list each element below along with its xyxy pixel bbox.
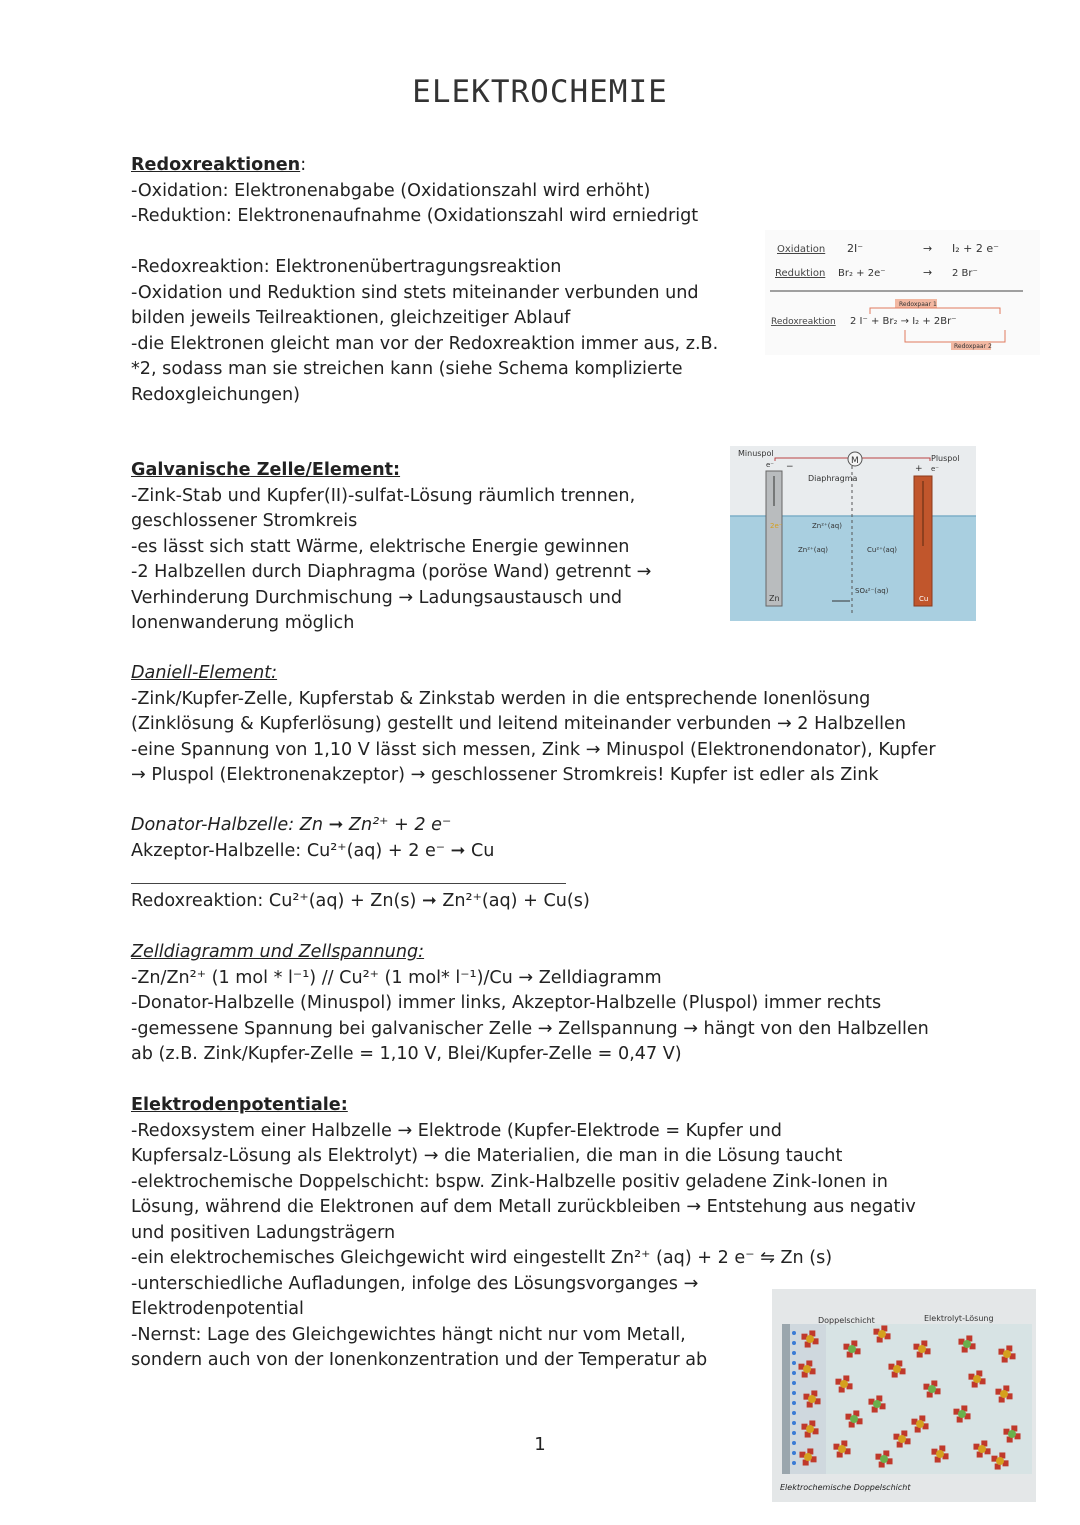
text-line: -Nernst: Lage des Gleichgewichtes hängt nicht nur vom Metall, bbox=[131, 1324, 686, 1345]
text-line: Lösung, während die Elektronen auf dem Metall zurückbleiben → Entstehung aus negativ bbox=[131, 1197, 916, 1217]
electron-dot bbox=[792, 1371, 796, 1375]
ox-label: Oxidation bbox=[777, 244, 826, 255]
zinc-ion-dot bbox=[918, 1345, 926, 1353]
text-line: (Zinklösung & Kupferlösung) gestellt und leitend miteinander verbunden → 2 Halbzellen bbox=[131, 714, 906, 734]
motor-label: M bbox=[851, 456, 859, 466]
zinc-ion-dot bbox=[973, 1375, 981, 1383]
zinc-ion-dot bbox=[840, 1380, 848, 1388]
zinc-ion-dot bbox=[808, 1395, 816, 1403]
pair1-bracket bbox=[870, 308, 1000, 314]
zinc-ion-dot bbox=[893, 1365, 901, 1373]
section-redoxreaktionen bbox=[131, 153, 751, 408]
text-line: geschlossener Stromkreis bbox=[131, 511, 358, 531]
half-cell-equations bbox=[131, 813, 631, 864]
electron-dot bbox=[792, 1411, 796, 1415]
anion-dot bbox=[928, 1385, 936, 1393]
ox-left: 2I⁻ bbox=[847, 242, 864, 255]
figure-caption: Elektrochemische Doppelschicht bbox=[780, 1483, 911, 1492]
electron-dot bbox=[792, 1341, 796, 1345]
zinc-ion-dot bbox=[1003, 1350, 1011, 1358]
redox-label: Redoxreaktion bbox=[771, 317, 836, 327]
text-line: -die Elektronen gleicht man vor der Redoxreaktion immer aus, z.B. bbox=[131, 333, 719, 354]
cu-label: Cu bbox=[919, 595, 929, 603]
page-title: ELEKTROCHEMIE bbox=[412, 74, 668, 110]
two-electrons: 2e⁻ bbox=[770, 522, 783, 530]
equation-divider bbox=[131, 883, 566, 884]
text-line: *2, sodass man sie streichen kann (siehe Schema komplizierte bbox=[131, 359, 683, 379]
electron-left: e⁻ bbox=[766, 461, 775, 469]
doppelschicht-label: Doppelschicht bbox=[818, 1316, 875, 1325]
section-zelldiagramm bbox=[131, 940, 981, 1068]
text-line: -gemessene Spannung bei galvanischer Zelle → Zellspannung → hängt von den Halbzellen bbox=[131, 1018, 929, 1039]
text-line: -Zink/Kupfer-Zelle, Kupferstab & Zinkstab werden in die entsprechende Ionenlösung bbox=[131, 688, 871, 709]
pair1-label: Redoxpaar 1 bbox=[899, 301, 937, 308]
heading-elektrodenpotentiale: Elektrodenpotentiale: bbox=[131, 1095, 348, 1115]
zn-ion-top: Zn²⁺(aq) bbox=[812, 522, 842, 530]
double-layer-figure bbox=[772, 1289, 1036, 1502]
acceptor-equation: Akzeptor-Halbzelle: Cu²⁺(aq) + 2 e⁻ ➞ Cu bbox=[131, 840, 495, 861]
section-galvanische-zelle bbox=[131, 458, 721, 637]
redox-scheme-figure bbox=[765, 230, 1040, 355]
text-line: -unterschiedliche Aufladungen, infolge des Lösungsvorganges → bbox=[131, 1273, 699, 1294]
zinc-ion-dot bbox=[803, 1365, 811, 1373]
heading-galvanische-zelle: Galvanische Zelle/Element: bbox=[131, 460, 401, 480]
text-line: -elektrochemische Doppelschicht: bspw. Zink-Halbzelle positiv geladene Zink-Ionen in bbox=[131, 1171, 888, 1192]
heading-daniell-element: Daniell-Element: bbox=[131, 663, 278, 683]
redox-total bbox=[131, 889, 631, 915]
text-line: Verhinderung Durchmischung → Ladungsaustausch und bbox=[131, 587, 623, 608]
text-line: -Donator-Halbzelle (Minuspol) immer links, Akzeptor-Halbzelle (Pluspol) immer rechts bbox=[131, 993, 882, 1013]
galvanic-cell-figure bbox=[730, 446, 976, 621]
text-line: Elektrodenpotential bbox=[131, 1299, 304, 1319]
redox-equation: Redoxreaktion: Cu²⁺(aq) + Zn(s) ➞ Zn²⁺(aq) + Cu(s) bbox=[131, 891, 590, 911]
cu-ion: Cu²⁺(aq) bbox=[867, 546, 898, 554]
text-line: -eine Spannung von 1,10 V lässt sich messen, Zink → Minuspol (Elektronendonator), Kupfer bbox=[131, 739, 936, 760]
diaphragma-label: Diaphragma bbox=[808, 474, 858, 483]
zinc-ion-dot bbox=[806, 1425, 814, 1433]
plus-sign: + bbox=[915, 464, 923, 474]
pair2-label: Redoxpaar 2 bbox=[954, 343, 992, 350]
anion-dot bbox=[963, 1340, 971, 1348]
text-line: -Oxidation: Elektronenabgabe (Oxidationszahl wird erhöht) bbox=[131, 180, 651, 201]
electron-dot bbox=[792, 1351, 796, 1355]
electron-dot bbox=[792, 1401, 796, 1405]
zinc-ion-dot bbox=[1000, 1390, 1008, 1398]
text-line: -Zn/Zn²⁺ (1 mol * l⁻¹) // Cu²⁺ (1 mol* l⁻¹)/Cu → Zelldiagramm bbox=[131, 967, 662, 988]
electron-right: e⁻ bbox=[931, 465, 940, 473]
page-number: 1 bbox=[534, 1434, 546, 1455]
text-line: ab (z.B. Zink/Kupfer-Zelle = 1,10 V, Blei/Kupfer-Zelle = 0,47 V) bbox=[131, 1044, 682, 1064]
minus-sign: − bbox=[786, 462, 794, 472]
text-line: -ein elektrochemisches Gleichgewicht wird eingestellt Zn²⁺ (aq) + 2 e⁻ ⇋ Zn (s) bbox=[131, 1248, 833, 1268]
text-line: Redoxgleichungen) bbox=[131, 384, 300, 405]
red-arrow: → bbox=[923, 266, 933, 279]
text-line: -Zink-Stab und Kupfer(II)-sulfat-Lösung räumlich trennen, bbox=[131, 485, 636, 506]
red-label: Reduktion bbox=[775, 268, 826, 279]
anion-dot bbox=[850, 1415, 858, 1423]
heading-zelldiagramm: Zelldiagramm und Zellspannung: bbox=[131, 942, 425, 962]
anion-dot bbox=[873, 1400, 881, 1408]
text-line bbox=[131, 230, 751, 256]
text-line: Kupfersalz-Lösung als Elektrolyt) → die Materialien, die man in die Lösung taucht bbox=[131, 1146, 843, 1166]
minuspol-label: Minuspol bbox=[738, 449, 774, 458]
electron-dot bbox=[792, 1361, 796, 1365]
text-line: -2 Halbzellen durch Diaphragma (poröse Wand) getrennt → bbox=[131, 562, 652, 582]
zn-label: Zn bbox=[769, 594, 780, 603]
ox-right: I₂ + 2 e⁻ bbox=[952, 242, 999, 255]
electron-dot bbox=[792, 1381, 796, 1385]
text-line: sondern auch von der Ionenkonzentration und der Temperatur ab bbox=[131, 1350, 708, 1370]
ox-arrow: → bbox=[923, 242, 933, 255]
heading-suffix: : bbox=[300, 155, 307, 175]
zinc-ion-dot bbox=[916, 1420, 924, 1428]
text-line: -Reduktion: Elektronenaufnahme (Oxidationszahl wird erniedrigt bbox=[131, 206, 699, 226]
text-line: bilden jeweils Teilreaktionen, gleichzeitiger Ablauf bbox=[131, 308, 571, 328]
redox-eq: 2 I⁻ + Br₂ → I₂ + 2Br⁻ bbox=[850, 316, 957, 327]
text-line: -Redoxsystem einer Halbzelle → Elektrode (Kupfer-Elektrode = Kupfer und bbox=[131, 1120, 782, 1141]
pluspol-label: Pluspol bbox=[931, 454, 960, 463]
anion-dot bbox=[880, 1455, 888, 1463]
red-left: Br₂ + 2e⁻ bbox=[838, 268, 886, 279]
anion-dot bbox=[958, 1410, 966, 1418]
text-line: → Pluspol (Elektronenakzeptor) → geschlossener Stromkreis! Kupfer ist edler als Zink bbox=[131, 765, 879, 785]
anion-dot bbox=[848, 1345, 856, 1353]
heading-redoxreaktionen: Redoxreaktionen bbox=[131, 155, 301, 175]
red-right: 2 Br⁻ bbox=[952, 268, 978, 279]
text-line: und positiven Ladungsträgern bbox=[131, 1222, 396, 1243]
text-line: Ionenwanderung möglich bbox=[131, 613, 355, 633]
text-line: -es lässt sich statt Wärme, elektrische Energie gewinnen bbox=[131, 536, 630, 557]
text-line: -Oxidation und Reduktion sind stets miteinander verbunden und bbox=[131, 282, 699, 303]
zinc-ion-dot bbox=[878, 1330, 886, 1338]
zinc-ion-dot bbox=[806, 1335, 814, 1343]
elektrolyt-label: Elektrolyt-Lösung bbox=[924, 1314, 994, 1323]
text-line: -Redoxreaktion: Elektronenübertragungsreaktion bbox=[131, 257, 562, 277]
pair2-bracket bbox=[905, 330, 1005, 342]
zinc-ion-dot bbox=[996, 1457, 1004, 1465]
electron-dot bbox=[792, 1421, 796, 1425]
section-daniell-element bbox=[131, 661, 981, 789]
electron-dot bbox=[792, 1391, 796, 1395]
donor-equation: Donator-Halbzelle: Zn ➞ Zn²⁺ + 2 e⁻ bbox=[131, 815, 452, 835]
electron-dot bbox=[792, 1331, 796, 1335]
sulfate-ion: SO₄²⁻(aq) bbox=[855, 587, 889, 595]
electron-dot bbox=[792, 1461, 796, 1465]
zn-ion-mid: Zn²⁺(aq) bbox=[798, 546, 828, 554]
